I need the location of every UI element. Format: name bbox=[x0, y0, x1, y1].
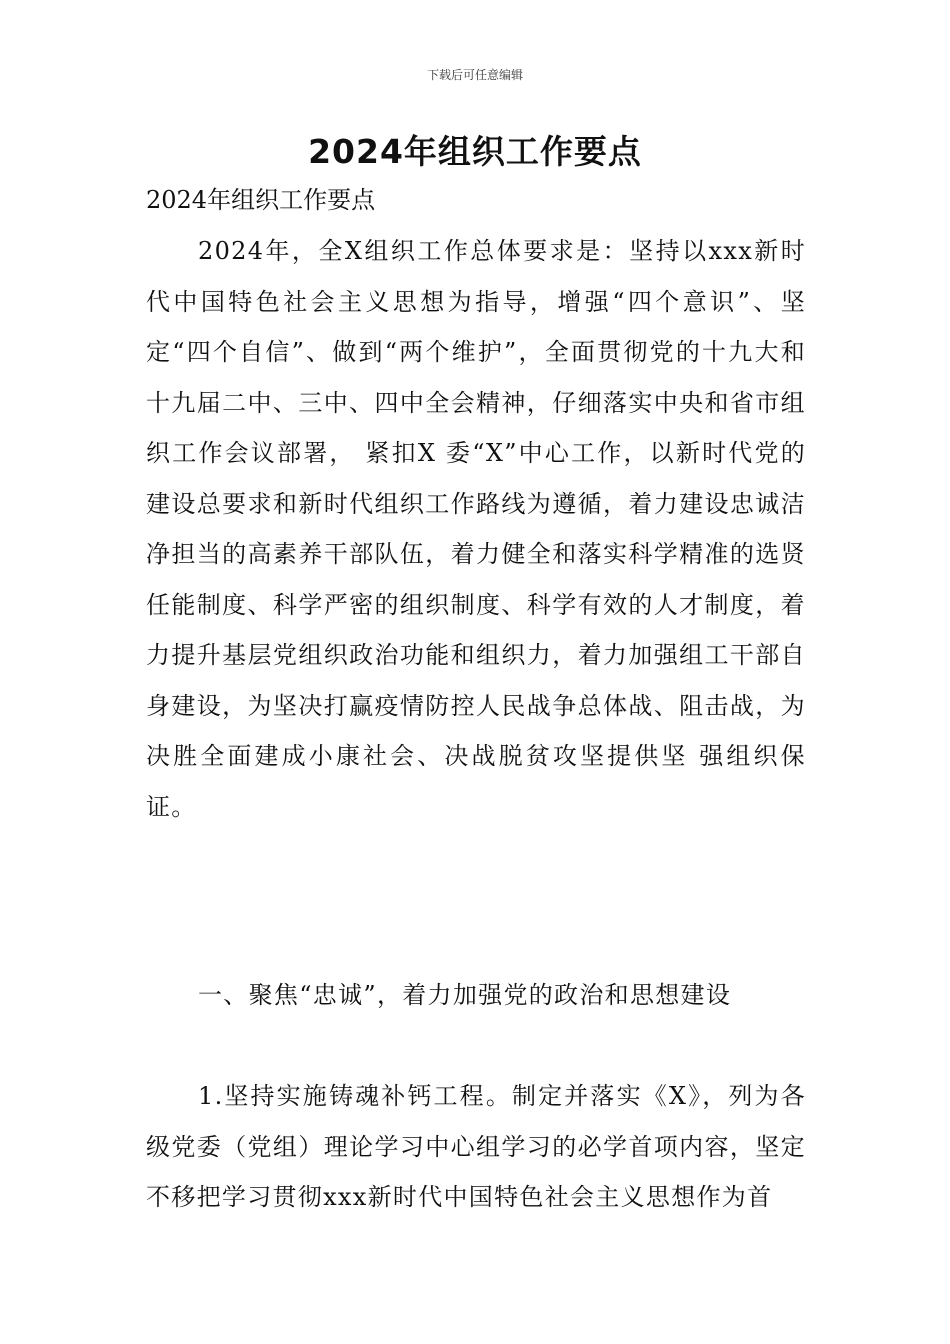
header-note: 下载后可任意编辑 bbox=[426, 68, 523, 82]
item-paragraph: 1.坚持实施铸魂补钙工程。制定并落实《X》，列为各级党委（党组）理论学习中心组学习的必学首项内容，坚定不移把学习贯彻xxx新时代中国特色社会主义思想作为首 bbox=[146, 1082, 806, 1211]
section-heading: 一、聚焦“忠诚”，着力加强党的政治和思想建设 bbox=[198, 981, 732, 1009]
document-subtitle: 2024年组织工作要点 bbox=[146, 186, 376, 214]
document-title: 2024年组织工作要点 bbox=[308, 132, 642, 171]
intro-paragraph: 2024年，全X组织工作总体要求是：坚持以xxx新时代中国特色社会主义思想为指导，增强“四个意识”、坚定“四个自信”、做到“两个维护”，全面贯彻党的十九大和十九届二中、三中、四中全会精神，仔细落实中央和省市组织工作会议部署， 紧扣X 委“X”中心工作，以新时代党的建设总要求和新时代组织工作路线为遵循，着力建设忠诚洁净担当的高素养干部队伍，着力健全和落实科学精准的选贤任能制度、科学严密的组织制度、科学有效的人才制度，着力提升基层党组织政治功能和组织力，着力加强组工干部自身建设，为坚决打赢疫情防控人民战争总体战、阻击战，为决胜全面建成小康社会、决战脱贫攻坚提供坚 强组织保证。 bbox=[146, 237, 806, 821]
